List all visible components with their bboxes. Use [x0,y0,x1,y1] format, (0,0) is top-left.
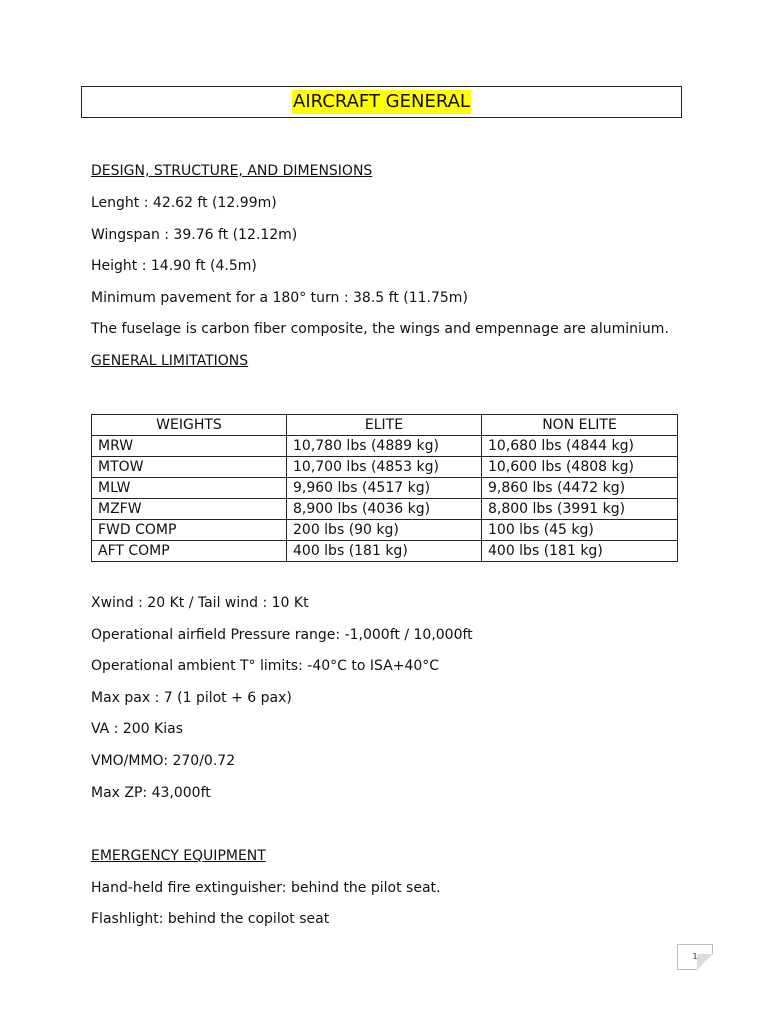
weight-name-cell: MTOW [92,457,287,478]
length-line: Lenght : 42.62 ft (12.99m) [91,195,277,211]
table-row [92,499,678,520]
fire-extinguisher-line: Hand-held fire extinguisher: behind the pilot seat. [91,880,441,896]
height-line: Height : 14.90 ft (4.5m) [91,258,257,274]
turn-pavement-line: Minimum pavement for a 180° turn : 38.5 ft (11.75m) [91,290,468,306]
elite-cell: 10,780 lbs (4889 kg) [287,436,482,457]
max-pax-line: Max pax : 7 (1 pilot + 6 pax) [91,690,292,706]
emergency-heading: EMERGENCY EQUIPMENT [91,848,266,864]
header-non-elite: NON ELITE [482,415,678,436]
non-elite-cell: 9,860 lbs (4472 kg) [482,478,678,499]
table-row [92,436,678,457]
max-zp-line: Max ZP: 43,000ft [91,785,211,801]
flashlight-line: Flashlight: behind the copilot seat [91,911,330,927]
page-title: AIRCRAFT GENERAL [293,91,470,112]
non-elite-cell: 400 lbs (181 kg) [482,541,678,562]
table-row [92,520,678,541]
table-row [92,457,678,478]
design-heading: DESIGN, STRUCTURE, AND DIMENSIONS [91,163,373,179]
non-elite-cell: 8,800 lbs (3991 kg) [482,499,678,520]
weight-name-cell: MRW [92,436,287,457]
title-box [81,86,682,118]
weight-name-cell: MLW [92,478,287,499]
non-elite-cell: 10,600 lbs (4808 kg) [482,457,678,478]
weight-name-cell: FWD COMP [92,520,287,541]
table-row [92,478,678,499]
materials-line: The fuselage is carbon fiber composite, the wings and empennage are aluminium. [91,321,669,337]
non-elite-cell: 100 lbs (45 kg) [482,520,678,541]
weights-table [91,414,678,562]
wind-limit-line: Xwind : 20 Kt / Tail wind : 10 Kt [91,595,309,611]
temperature-limit-line: Operational ambient T° limits: -40°C to ISA+40°C [91,658,440,674]
va-line: VA : 200 Kias [91,721,183,737]
header-elite: ELITE [287,415,482,436]
elite-cell: 10,700 lbs (4853 kg) [287,457,482,478]
table-header-row [92,415,678,436]
pressure-range-line: Operational airfield Pressure range: -1,000ft / 10,000ft [91,627,473,643]
header-weights: WEIGHTS [92,415,287,436]
vmo-mmo-line: VMO/MMO: 270/0.72 [91,753,236,769]
elite-cell: 400 lbs (181 kg) [287,541,482,562]
elite-cell: 9,960 lbs (4517 kg) [287,478,482,499]
elite-cell: 8,900 lbs (4036 kg) [287,499,482,520]
limitations-heading: GENERAL LIMITATIONS [91,353,249,369]
elite-cell: 200 lbs (90 kg) [287,520,482,541]
wingspan-line: Wingspan : 39.76 ft (12.12m) [91,227,298,243]
weight-name-cell: MZFW [92,499,287,520]
table-row [92,541,678,562]
page-number: 1 [677,944,713,970]
weight-name-cell: AFT COMP [92,541,287,562]
non-elite-cell: 10,680 lbs (4844 kg) [482,436,678,457]
